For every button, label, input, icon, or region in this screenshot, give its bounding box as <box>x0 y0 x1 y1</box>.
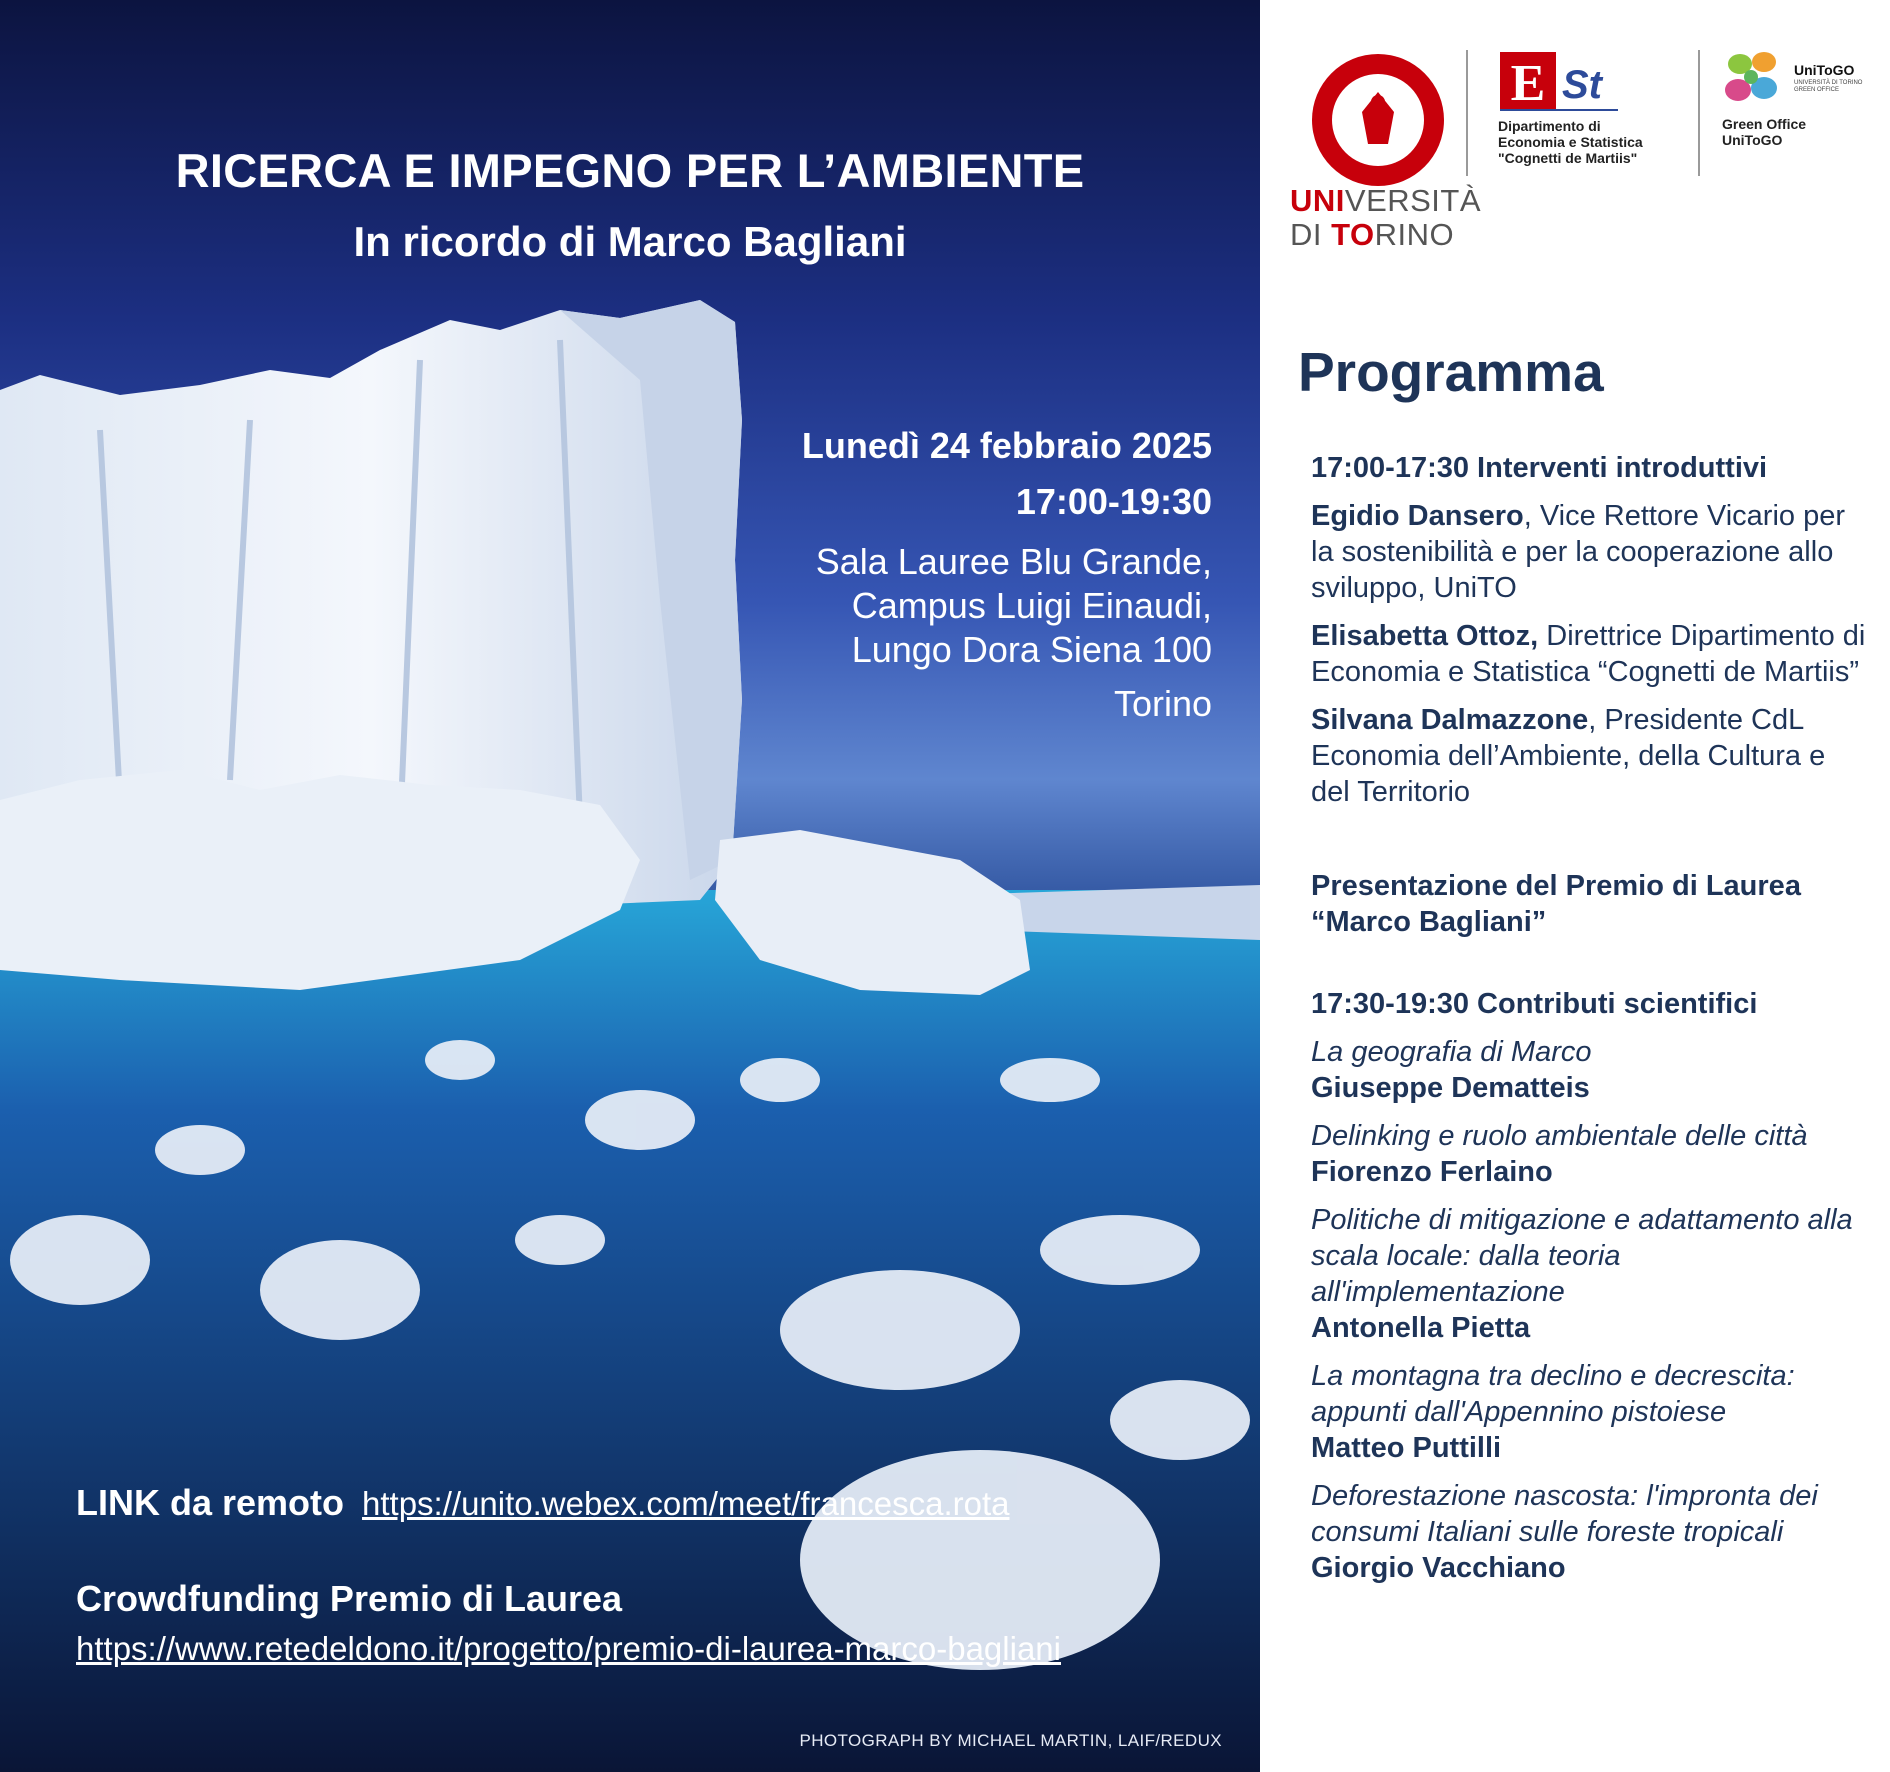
speaker-role: Direttrice Dipartimento di Economia e Statistica “Cognetti de Martiis” <box>1311 620 1866 688</box>
session2-title: 17:30-19:30 Contributi scientifici <box>1311 988 1758 1020</box>
talk-entry <box>1311 1202 1871 1346</box>
green-office-name: UniToGO <box>1794 62 1855 78</box>
photo-credit: PHOTOGRAPH BY MICHAEL MARTIN, LAIF/REDUX <box>799 1731 1222 1750</box>
uni-name-part: DI <box>1290 217 1332 252</box>
university-name <box>1290 184 1481 252</box>
crowdfunding-label: Crowdfunding Premio di Laurea <box>76 1578 623 1619</box>
department-line: Dipartimento di <box>1498 118 1601 134</box>
talk-speaker: Antonella Pietta <box>1311 1312 1531 1344</box>
talk-title: La montagna tra declino e decrescita: appunti dall'Appennino pistoiese <box>1311 1360 1795 1428</box>
department-logo-St: St <box>1562 63 1602 107</box>
venue-line: Campus Luigi Einaudi, <box>851 585 1212 626</box>
speaker-role: , Presidente CdL Economia dell’Ambiente, della Cultura e del Territorio <box>1311 704 1826 808</box>
logo-divider <box>1466 50 1468 176</box>
department-logo-icon <box>1498 50 1620 112</box>
program-heading: Programma <box>1298 341 1604 403</box>
award-presentation-line: Presentazione del Premio di Laurea <box>1311 870 1801 902</box>
talk-speaker: Matteo Puttilli <box>1311 1432 1502 1464</box>
event-city: Torino <box>1113 683 1212 724</box>
talk-speaker: Fiorenzo Ferlaino <box>1311 1156 1553 1188</box>
speaker-entry <box>1311 702 1871 810</box>
department-line: Economia e Statistica <box>1498 134 1643 150</box>
event-venue <box>802 540 1212 672</box>
event-subtitle: In ricordo di Marco Bagliani <box>353 218 907 265</box>
remote-link-label: LINK da remoto <box>76 1482 345 1523</box>
event-details <box>801 425 1212 742</box>
session1-title: 17:00-17:30 Interventi introduttivi <box>1311 452 1768 484</box>
talk-title: Deforestazione nascosta: l'impronta dei consumi Italiani sulle foreste tropicali <box>1311 1480 1818 1548</box>
remote-link[interactable]: https://unito.webex.com/meet/francesca.rota <box>362 1485 1010 1522</box>
speaker-entry <box>1311 498 1871 606</box>
green-office-leaf-icon <box>1720 50 1790 110</box>
talk-speaker: Giuseppe Dematteis <box>1311 1072 1590 1104</box>
talk-speaker: Giorgio Vacchiano <box>1311 1552 1566 1584</box>
department-logo-E: E <box>1510 55 1546 112</box>
crowdfunding-link[interactable]: https://www.retedeldono.it/progetto/premio-di-laurea-marco-bagliani <box>76 1630 1061 1667</box>
event-time: 17:00-19:30 <box>1015 481 1212 522</box>
talk-entry <box>1311 1034 1871 1106</box>
talk-title: La geografia di Marco <box>1311 1036 1592 1068</box>
green-office-text <box>1722 116 1806 148</box>
green-office-line: Green Office <box>1722 116 1807 132</box>
department-line: "Cognetti de Martiis" <box>1498 150 1638 166</box>
program-list <box>1311 450 1871 1598</box>
event-date: Lunedì 24 febbraio 2025 <box>801 425 1212 466</box>
green-office-sub: UNIVERSITÀ DI TORINO GREEN OFFICE <box>1794 80 1863 93</box>
talk-title: Politiche di mitigazione e adattamento alla scala locale: dalla teoria all'implementazione <box>1311 1204 1853 1308</box>
talk-entry <box>1311 1478 1871 1586</box>
uni-name-part: TO <box>1331 217 1375 252</box>
uni-name-part: RINO <box>1374 217 1455 252</box>
talk-entry <box>1311 1358 1871 1466</box>
department-name <box>1498 118 1688 166</box>
award-presentation <box>1311 868 1871 940</box>
venue-line: Sala Lauree Blu Grande, <box>815 541 1212 582</box>
talk-title: Delinking e ruolo ambientale delle città <box>1311 1120 1808 1152</box>
event-title: RICERCA E IMPEGNO PER L’AMBIENTE <box>175 144 1085 197</box>
links-section <box>76 1482 1061 1668</box>
logo-divider <box>1698 50 1700 176</box>
venue-line: Lungo Dora Siena 100 <box>851 629 1212 670</box>
uni-name-part: UNI <box>1290 183 1345 218</box>
speaker-name: Silvana Dalmazzone <box>1311 704 1589 736</box>
speaker-role: , Vice Rettore Vicario per la sostenibilità e per la cooperazione allo sviluppo, UniTO <box>1311 500 1846 604</box>
uni-name-part: VERSITÀ <box>1344 183 1482 218</box>
logos-bar <box>1290 40 1880 260</box>
speaker-name: Elisabetta Ottoz, <box>1311 620 1539 652</box>
speaker-entry <box>1311 618 1871 690</box>
university-seal-icon <box>1310 52 1446 188</box>
green-office-line: UniToGO <box>1722 132 1783 148</box>
talk-entry <box>1311 1118 1871 1190</box>
speaker-name: Egidio Dansero <box>1311 500 1524 532</box>
award-presentation-line: “Marco Bagliani” <box>1311 906 1547 938</box>
